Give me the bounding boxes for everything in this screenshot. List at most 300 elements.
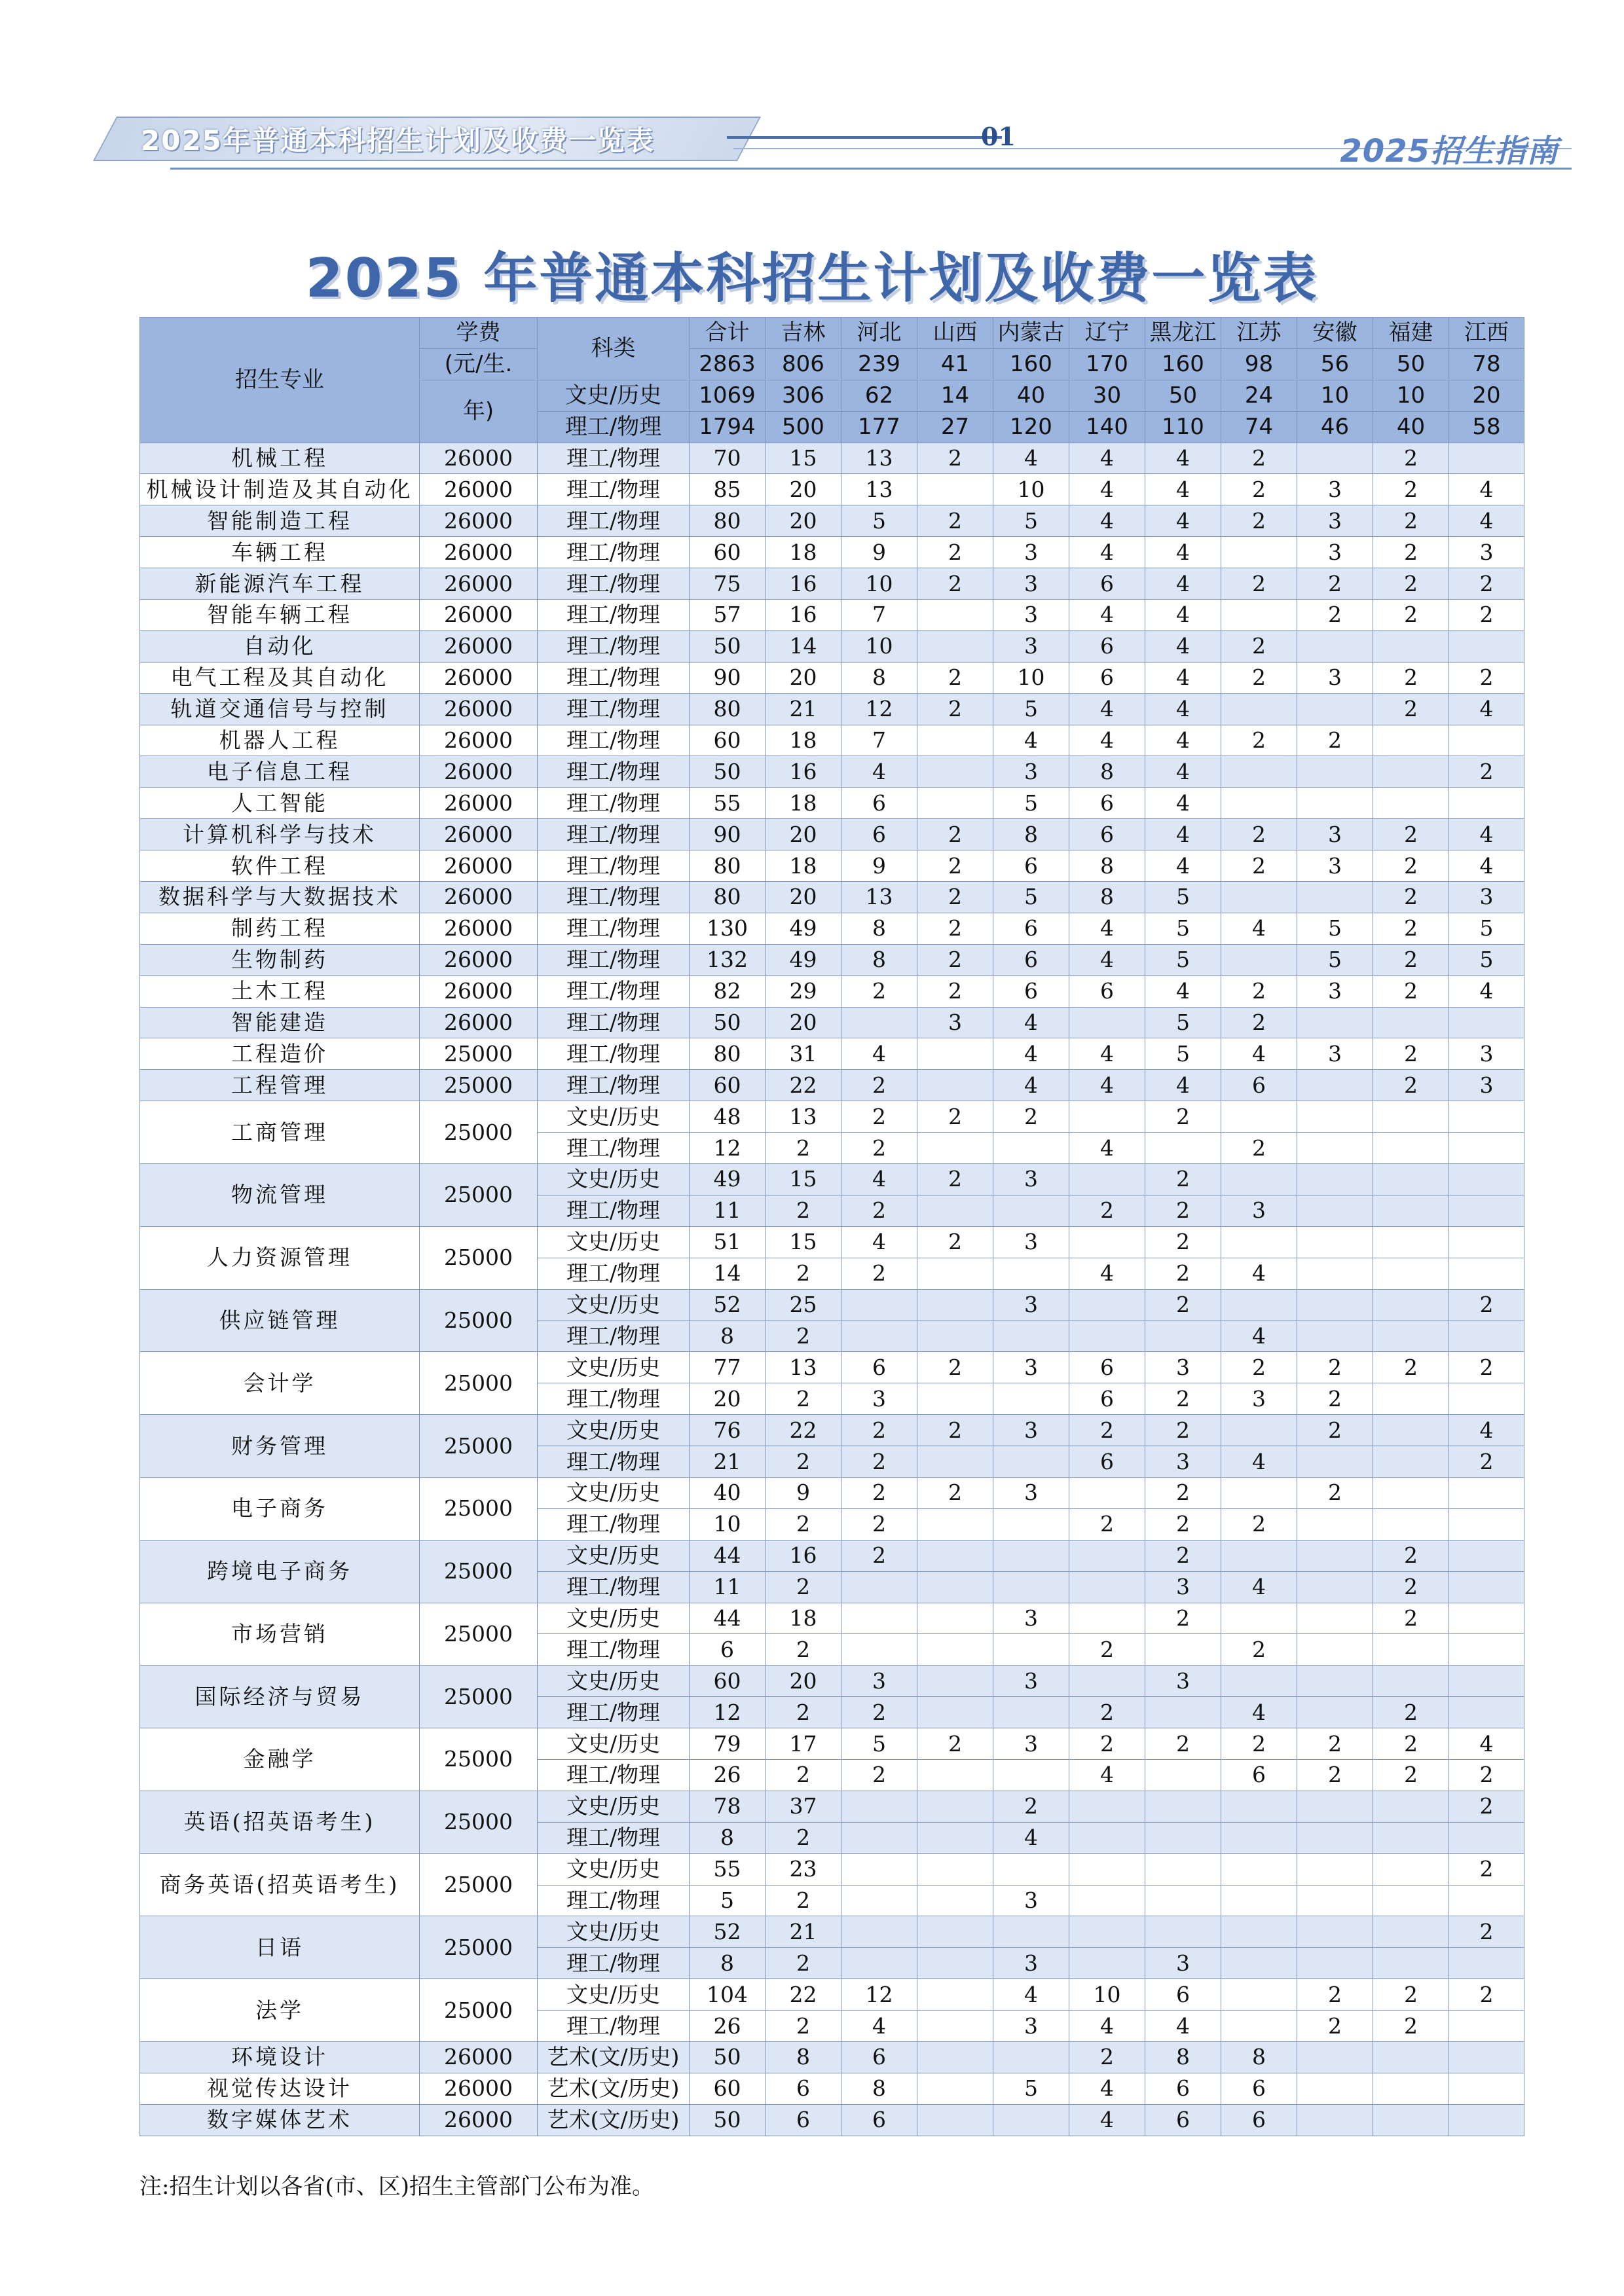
quota-cell: 50 (690, 630, 766, 662)
quota-cell (841, 1948, 917, 1979)
quota-cell (993, 1634, 1069, 1666)
quota-cell: 2 (766, 1446, 841, 1478)
quota-cell (1373, 2041, 1449, 2073)
quota-cell (917, 1446, 993, 1478)
quota-cell: 2 (917, 1352, 993, 1383)
tuition-fee: 26000 (420, 725, 538, 756)
quota-cell: 2 (1373, 568, 1449, 600)
quota-cell: 4 (841, 1164, 917, 1195)
quota-cell: 3 (1145, 1948, 1221, 1979)
header-type: 科类 (538, 318, 690, 380)
quota-cell (917, 2104, 993, 2136)
quota-cell: 85 (690, 474, 766, 505)
quota-cell: 2 (917, 882, 993, 913)
quota-cell: 3 (993, 1666, 1069, 1697)
quota-cell: 8 (993, 819, 1069, 850)
quota-cell: 2 (1373, 1697, 1449, 1728)
table-row (140, 474, 1524, 505)
quota-cell (917, 1038, 993, 1070)
quota-cell (1221, 1289, 1297, 1321)
quota-cell: 15 (766, 1164, 841, 1195)
table-row (140, 443, 1524, 474)
quota-cell: 60 (690, 725, 766, 756)
quota-cell: 4 (1069, 944, 1145, 975)
subject-type: 理工/物理 (538, 693, 690, 725)
quota-cell: 16 (766, 600, 841, 631)
quota-cell: 6 (993, 913, 1069, 944)
quota-cell: 18 (766, 788, 841, 819)
quota-cell: 26 (690, 1759, 766, 1791)
quota-cell (841, 1603, 917, 1634)
quota-cell (1373, 725, 1449, 756)
tuition-fee: 25000 (420, 1979, 538, 2042)
quota-cell: 15 (766, 443, 841, 474)
quota-cell (841, 1822, 917, 1853)
quota-cell (1297, 1853, 1373, 1885)
quota-cell: 2 (917, 662, 993, 693)
quota-cell: 3 (993, 756, 1069, 788)
major-name: 电气工程及其自动化 (140, 662, 420, 693)
subject-type: 文史/历史 (538, 1728, 690, 1760)
quota-cell: 8 (766, 2041, 841, 2073)
history-total-cell: 30 (1069, 380, 1145, 411)
quota-cell: 4 (993, 725, 1069, 756)
quota-cell (1297, 443, 1373, 474)
header-region: 合计 (690, 318, 766, 349)
tuition-fee: 25000 (420, 1226, 538, 1289)
quota-cell: 2 (766, 1133, 841, 1164)
tuition-fee: 26000 (420, 944, 538, 975)
major-name: 工商管理 (140, 1101, 420, 1164)
quota-cell: 6 (1221, 2073, 1297, 2104)
quota-cell (1449, 2041, 1524, 2073)
quota-cell (993, 1697, 1069, 1728)
quota-cell: 3 (1297, 975, 1373, 1007)
total-cell: 50 (1373, 348, 1449, 380)
quota-cell: 2 (766, 1759, 841, 1791)
table-row (140, 975, 1524, 1007)
quota-cell (917, 1540, 993, 1571)
quota-cell (917, 2073, 993, 2104)
table-row (140, 1540, 1524, 1571)
quota-cell (1145, 1697, 1221, 1728)
subject-type: 理工/物理 (538, 1258, 690, 1289)
quota-cell: 2 (1221, 1508, 1297, 1540)
quota-cell: 4 (993, 1070, 1069, 1101)
quota-cell: 4 (1145, 850, 1221, 882)
major-name: 机械工程 (140, 443, 420, 474)
quota-cell (1297, 2041, 1373, 2073)
quota-cell: 2 (1069, 1195, 1145, 1226)
quota-cell: 2 (993, 1101, 1069, 1133)
header-region: 辽宁 (1069, 318, 1145, 349)
quota-cell: 2 (917, 1477, 993, 1508)
quota-cell (917, 1289, 993, 1321)
quota-cell: 37 (766, 1791, 841, 1822)
quota-cell: 13 (766, 1101, 841, 1133)
major-name: 法学 (140, 1979, 420, 2042)
subject-type: 理工/物理 (538, 850, 690, 882)
quota-cell (1373, 1446, 1449, 1478)
table-row (140, 1007, 1524, 1038)
table-row (140, 1853, 1524, 1885)
major-name: 英语(招英语考生) (140, 1791, 420, 1853)
quota-cell: 2 (1145, 1164, 1221, 1195)
quota-cell (917, 1383, 993, 1415)
quota-cell: 16 (766, 568, 841, 600)
quota-cell (1221, 693, 1297, 725)
quota-cell (1373, 756, 1449, 788)
quota-cell (1449, 1477, 1524, 1508)
quota-cell: 3 (1297, 850, 1373, 882)
quota-cell: 2 (1449, 756, 1524, 788)
quota-cell: 4 (993, 1822, 1069, 1853)
quota-cell: 8 (841, 944, 917, 975)
quota-cell: 12 (841, 1979, 917, 2011)
quota-cell (1221, 1603, 1297, 1634)
quota-cell (1449, 1321, 1524, 1352)
quota-cell (1449, 1885, 1524, 1916)
quota-cell: 2 (1373, 537, 1449, 568)
subject-type: 理工/物理 (538, 1759, 690, 1791)
quota-cell: 5 (1145, 882, 1221, 913)
quota-cell: 2 (841, 1415, 917, 1446)
subject-type: 理工/物理 (538, 1508, 690, 1540)
quota-cell: 2 (1373, 1352, 1449, 1383)
quota-cell: 2 (1297, 1759, 1373, 1791)
quota-cell: 2 (1449, 1916, 1524, 1948)
quota-cell (917, 1603, 993, 1634)
quota-cell: 2 (1373, 1540, 1449, 1571)
quota-cell: 8 (690, 1948, 766, 1979)
quota-cell (1221, 1101, 1297, 1133)
quota-cell: 4 (1449, 850, 1524, 882)
quota-cell (1221, 1540, 1297, 1571)
subject-type: 艺术(文/历史) (538, 2041, 690, 2073)
table-row (140, 505, 1524, 537)
quota-cell: 52 (690, 1916, 766, 1948)
quota-cell: 2 (1297, 1415, 1373, 1446)
subject-type: 理工/物理 (538, 1133, 690, 1164)
major-name: 生物制药 (140, 944, 420, 975)
tuition-fee: 26000 (420, 882, 538, 913)
tuition-fee: 26000 (420, 1007, 538, 1038)
quota-cell: 4 (1221, 1038, 1297, 1070)
quota-cell: 3 (993, 1885, 1069, 1916)
subject-type: 理工/物理 (538, 505, 690, 537)
quota-cell (841, 1289, 917, 1321)
subject-type: 理工/物理 (538, 1007, 690, 1038)
quota-cell (841, 1791, 917, 1822)
quota-cell (841, 1885, 917, 1916)
quota-cell: 50 (690, 2041, 766, 2073)
quota-cell (917, 788, 993, 819)
quota-cell (1373, 1916, 1449, 1948)
header-fee: 年) (420, 380, 538, 443)
quota-cell: 2 (766, 1508, 841, 1540)
quota-cell: 6 (1069, 819, 1145, 850)
quota-cell: 2 (1297, 2011, 1373, 2042)
quota-cell: 2 (1449, 1759, 1524, 1791)
quota-cell (993, 2104, 1069, 2136)
tuition-fee: 26000 (420, 756, 538, 788)
quota-cell: 6 (1221, 1070, 1297, 1101)
quota-cell: 132 (690, 944, 766, 975)
subject-type: 理工/物理 (538, 1697, 690, 1728)
quota-cell: 4 (1221, 1697, 1297, 1728)
quota-cell: 8 (841, 913, 917, 944)
major-name: 车辆工程 (140, 537, 420, 568)
quota-cell: 4 (1449, 819, 1524, 850)
quota-cell: 4 (1145, 662, 1221, 693)
quota-cell: 4 (1145, 725, 1221, 756)
quota-cell: 77 (690, 1352, 766, 1383)
quota-cell: 80 (690, 882, 766, 913)
quota-cell (1449, 1258, 1524, 1289)
quota-cell (1449, 1697, 1524, 1728)
quota-cell: 8 (1069, 882, 1145, 913)
quota-cell: 4 (841, 756, 917, 788)
quota-cell: 50 (690, 1007, 766, 1038)
page-title: 2025 年普通本科招生计划及收费一览表 (305, 247, 1319, 310)
quota-cell: 2 (1069, 2041, 1145, 2073)
subject-type: 理工/物理 (538, 1634, 690, 1666)
quota-cell: 13 (841, 474, 917, 505)
quota-cell (1145, 1791, 1221, 1822)
quota-cell: 4 (1145, 443, 1221, 474)
quota-cell: 3 (841, 1383, 917, 1415)
table-row (140, 725, 1524, 756)
quota-cell (1297, 1195, 1373, 1226)
tuition-fee: 26000 (420, 913, 538, 944)
quota-cell: 22 (766, 1979, 841, 2011)
quota-cell: 4 (1145, 568, 1221, 600)
quota-cell (1145, 1321, 1221, 1352)
tuition-fee: 26000 (420, 443, 538, 474)
quota-cell (1373, 1164, 1449, 1195)
quota-cell (1069, 1226, 1145, 1258)
quota-cell: 5 (993, 693, 1069, 725)
quota-cell (917, 1321, 993, 1352)
quota-cell (1449, 443, 1524, 474)
tuition-fee: 25000 (420, 1853, 538, 1916)
quota-cell (841, 1916, 917, 1948)
subject-type: 理工/物理 (538, 1446, 690, 1478)
quota-cell (1449, 1007, 1524, 1038)
total-cell: 806 (766, 348, 841, 380)
quota-cell (1221, 1477, 1297, 1508)
tuition-fee: 26000 (420, 662, 538, 693)
quota-cell: 2 (1373, 819, 1449, 850)
quota-cell: 2 (766, 1571, 841, 1603)
quota-cell: 2 (1221, 443, 1297, 474)
tuition-fee: 26000 (420, 2041, 538, 2073)
quota-cell: 3 (993, 1728, 1069, 1760)
quota-cell: 4 (1069, 505, 1145, 537)
quota-cell: 6 (1145, 2104, 1221, 2136)
major-name: 轨道交通信号与控制 (140, 693, 420, 725)
quota-cell: 3 (1449, 1038, 1524, 1070)
quota-cell: 76 (690, 1415, 766, 1446)
quota-cell: 3 (993, 568, 1069, 600)
quota-cell: 3 (917, 1007, 993, 1038)
subject-type: 文史/历史 (538, 1226, 690, 1258)
quota-cell: 3 (993, 1289, 1069, 1321)
quota-cell (1373, 1415, 1449, 1446)
subject-type: 文史/历史 (538, 1415, 690, 1446)
quota-cell (1297, 2073, 1373, 2104)
quota-cell: 3 (993, 1948, 1069, 1979)
quota-cell: 31 (766, 1038, 841, 1070)
quota-cell (993, 1571, 1069, 1603)
quota-cell (1221, 1885, 1297, 1916)
quota-cell: 2 (917, 1728, 993, 1760)
quota-cell: 104 (690, 1979, 766, 2011)
enrollment-plan-table (139, 317, 1524, 2136)
major-name: 跨境电子商务 (140, 1540, 420, 1603)
quota-cell: 90 (690, 662, 766, 693)
quota-cell: 2 (1373, 882, 1449, 913)
quota-cell: 6 (1069, 975, 1145, 1007)
quota-cell: 90 (690, 819, 766, 850)
quota-cell (1373, 2104, 1449, 2136)
quota-cell: 4 (1145, 2011, 1221, 2042)
quota-cell: 2 (917, 443, 993, 474)
quota-cell (1373, 1853, 1449, 1885)
subject-type: 理工/物理 (538, 630, 690, 662)
history-total-cell: 1069 (690, 380, 766, 411)
physics-total-cell: 1794 (690, 411, 766, 443)
quota-cell: 2 (1449, 1853, 1524, 1885)
quota-cell: 2 (1373, 1038, 1449, 1070)
quota-cell: 2 (917, 1226, 993, 1258)
quota-cell (993, 1916, 1069, 1948)
quota-cell (1297, 1007, 1373, 1038)
quota-cell (917, 1133, 993, 1164)
tuition-fee: 26000 (420, 819, 538, 850)
quota-cell: 2 (1145, 1477, 1221, 1508)
tuition-fee: 26000 (420, 630, 538, 662)
physics-total-cell: 40 (1373, 411, 1449, 443)
quota-cell: 3 (1297, 505, 1373, 537)
header-region: 黑龙江 (1145, 318, 1221, 349)
quota-cell: 2 (917, 568, 993, 600)
quota-cell: 2 (1297, 1352, 1373, 1383)
quota-cell: 2 (766, 1195, 841, 1226)
quota-cell (1221, 944, 1297, 975)
quota-cell: 4 (1145, 975, 1221, 1007)
major-name: 会计学 (140, 1352, 420, 1415)
history-total-cell: 20 (1449, 380, 1524, 411)
quota-cell: 2 (917, 537, 993, 568)
table-row (140, 1916, 1524, 1948)
quota-cell: 2 (766, 1885, 841, 1916)
quota-cell (1069, 1603, 1145, 1634)
quota-cell: 49 (690, 1164, 766, 1195)
major-name: 视觉传达设计 (140, 2073, 420, 2104)
quota-cell (1297, 1258, 1373, 1289)
quota-cell: 60 (690, 537, 766, 568)
major-name: 市场营销 (140, 1603, 420, 1666)
quota-cell: 7 (841, 600, 917, 631)
quota-cell (1373, 1948, 1449, 1979)
physics-total-cell: 120 (993, 411, 1069, 443)
quota-cell: 78 (690, 1791, 766, 1822)
quota-cell (1449, 1508, 1524, 1540)
quota-cell: 79 (690, 1728, 766, 1760)
quota-cell: 2 (1221, 630, 1297, 662)
quota-cell: 2 (841, 1258, 917, 1289)
quota-cell: 3 (1297, 819, 1373, 850)
quota-cell (1297, 1634, 1373, 1666)
quota-cell: 2 (1449, 1446, 1524, 1478)
quota-cell: 2 (1373, 662, 1449, 693)
quota-cell: 10 (993, 662, 1069, 693)
quota-cell (1449, 1822, 1524, 1853)
quota-cell: 5 (1449, 913, 1524, 944)
quota-cell: 4 (1145, 630, 1221, 662)
quota-cell: 6 (993, 975, 1069, 1007)
quota-cell: 3 (993, 1477, 1069, 1508)
quota-cell (1373, 1885, 1449, 1916)
quota-cell (917, 1666, 993, 1697)
subject-type: 理工/物理 (538, 662, 690, 693)
major-name: 工程造价 (140, 1038, 420, 1070)
subject-type: 理工/物理 (538, 1571, 690, 1603)
table-row (140, 850, 1524, 882)
quota-cell (1297, 1666, 1373, 1697)
quota-cell: 2 (1373, 944, 1449, 975)
quota-cell: 8 (841, 2073, 917, 2104)
header-region: 内蒙古 (993, 318, 1069, 349)
quota-cell: 21 (766, 693, 841, 725)
major-name: 数字媒体艺术 (140, 2104, 420, 2136)
quota-cell: 6 (1221, 1759, 1297, 1791)
tuition-fee: 25000 (420, 1164, 538, 1227)
quota-cell: 70 (690, 443, 766, 474)
brand-logo: 2025招生指南 (1340, 133, 1559, 170)
quota-cell: 4 (1069, 693, 1145, 725)
quota-cell (1069, 1571, 1145, 1603)
quota-cell (993, 1195, 1069, 1226)
header-region: 江西 (1449, 318, 1524, 349)
quota-cell: 2 (1221, 1728, 1297, 1760)
subject-type: 艺术(文/历史) (538, 2073, 690, 2104)
quota-cell (1297, 1070, 1373, 1101)
tuition-fee: 26000 (420, 2073, 538, 2104)
quota-cell: 2 (1449, 662, 1524, 693)
table-row (140, 2073, 1524, 2104)
quota-cell (1221, 1979, 1297, 2011)
quota-cell: 4 (1221, 913, 1297, 944)
tuition-fee: 25000 (420, 1038, 538, 1070)
quota-cell (1373, 1258, 1449, 1289)
quota-cell (1221, 1791, 1297, 1822)
quota-cell (917, 1571, 993, 1603)
quota-cell: 6 (1069, 788, 1145, 819)
quota-cell: 16 (766, 1540, 841, 1571)
quota-cell: 13 (841, 882, 917, 913)
subject-type: 文史/历史 (538, 1352, 690, 1383)
quota-cell (917, 1634, 993, 1666)
physics-total-cell: 27 (917, 411, 993, 443)
quota-cell (1297, 1446, 1373, 1478)
quota-cell (1221, 1916, 1297, 1948)
quota-cell (1373, 1634, 1449, 1666)
quota-cell (917, 2041, 993, 2073)
quota-cell: 14 (766, 630, 841, 662)
quota-cell: 2 (1221, 850, 1297, 882)
